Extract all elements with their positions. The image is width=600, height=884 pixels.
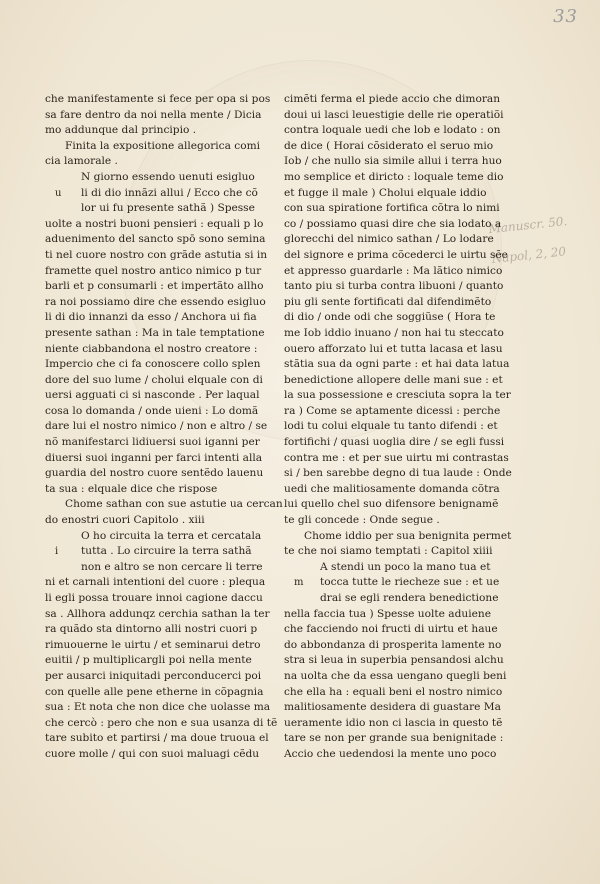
text-line <box>45 154 280 170</box>
line-text: niente ciabbandona el nostro creatore : <box>45 342 258 355</box>
text-line <box>284 700 532 716</box>
text-line <box>284 373 532 389</box>
text-line <box>45 513 280 529</box>
line-text: cosa lo domanda / onde uieni : Lo domã <box>45 404 259 417</box>
text-line <box>45 575 280 591</box>
text-line <box>284 186 532 202</box>
line-text: diuersi suoi inganni per farci intenti alla <box>45 451 263 464</box>
text-line <box>45 388 280 404</box>
text-line <box>284 513 532 529</box>
text-line <box>284 575 532 591</box>
text-line <box>284 123 532 139</box>
text-line <box>45 622 280 638</box>
text-line <box>284 638 532 654</box>
text-line <box>284 232 532 248</box>
text-line <box>45 685 280 701</box>
text-line <box>284 139 532 155</box>
line-text: tanto piu si turba contra libuoni / quanto <box>284 280 504 293</box>
text-line <box>45 170 280 186</box>
text-line <box>45 591 280 607</box>
line-text: tare se non per grande sua benignitade : <box>284 732 504 745</box>
line-text: che manifestamente si fece per opa si pos <box>45 93 271 105</box>
line-text: ouero afforzato lui et tutta lacasa et lasu <box>284 342 503 355</box>
text-line <box>45 326 280 342</box>
guide-letter: m <box>294 577 304 589</box>
line-text: co / possiamo quasi dire che sia lodato a <box>284 217 502 230</box>
text-line <box>45 731 280 747</box>
text-line <box>284 154 532 170</box>
text-line <box>284 747 532 763</box>
line-text: te che noi siamo temptati : Capitol xiiii <box>284 545 493 558</box>
line-text: nõ manifestarci lidiuersi suoi iganni per <box>45 436 260 449</box>
text-line <box>45 529 280 545</box>
text-line <box>284 248 532 264</box>
text-line <box>284 201 532 217</box>
text-line <box>45 419 280 435</box>
guide-letter: u <box>55 187 62 199</box>
text-line <box>45 607 280 623</box>
line-text: stãtia sua da ogni parte : et hai data latua <box>284 358 510 371</box>
line-text: Finita la expositione allegorica comi <box>65 139 261 152</box>
line-text: con sua spiratione fortifica cõtra lo nimi <box>284 202 500 215</box>
line-text: li di dio innãzi allui / Ecco che cõ <box>81 186 258 199</box>
text-line <box>284 388 532 404</box>
margin-annotation-line: Manuscr. 50. <box>487 213 568 237</box>
line-text: N giorno essendo uenuti esigluo <box>81 170 255 183</box>
text-line <box>284 466 532 482</box>
line-text: con quelle alle pene etherne in cõpagnia <box>45 685 264 698</box>
text-line <box>45 108 280 124</box>
text-line <box>45 264 280 280</box>
line-text: A stendi un poco la mano tua et <box>320 560 491 573</box>
text-line <box>284 669 532 685</box>
line-text: sa fare dentro da noi nella mente / Dicia <box>45 108 262 121</box>
line-text: ti nel cuore nostro con grãde astutia si in <box>45 248 268 261</box>
line-text: Iob / che nullo sia simile allui i terra huo <box>284 155 502 168</box>
text-line <box>45 669 280 685</box>
text-line <box>284 342 532 358</box>
text-line <box>45 466 280 482</box>
text-line <box>284 529 532 545</box>
line-text: ra noi possiamo dire che essendo esigluo <box>45 295 266 308</box>
line-text: tare subito et partirsi / ma doue truoua el <box>45 732 269 745</box>
text-line <box>45 497 283 513</box>
text-line <box>45 716 280 732</box>
text-line <box>284 310 532 326</box>
text-line <box>45 295 280 311</box>
text-line <box>45 451 280 467</box>
text-line <box>284 685 532 701</box>
left-text-column <box>45 92 283 763</box>
line-text: ta sua : elquale dice che rispose <box>45 482 218 495</box>
line-text: O ho circuita la terra et cercatala <box>81 529 262 542</box>
text-line <box>45 139 280 155</box>
line-text: ueramente idio non ci lascia in questo tẽ <box>284 716 503 729</box>
line-text: che cercò : pero che non e sua usanza di tẽ <box>45 716 278 729</box>
right-text-column <box>284 92 532 763</box>
line-text: ni et carnali intentioni del cuore : plequa <box>45 576 266 589</box>
line-text: sua : Et nota che non dice che uolasse ma <box>45 701 271 714</box>
line-text: uolte a nostri buoni pensieri : equali p lo <box>45 217 264 230</box>
line-text: cimẽti ferma el piede accio che dimoran <box>284 93 501 105</box>
text-line <box>45 560 280 576</box>
line-text: uedi che malitiosamente domanda cõtra <box>284 482 500 495</box>
line-text: cia lamorale . <box>45 155 118 168</box>
line-text: guardia del nostro cuore sentẽdo lauenu <box>45 467 264 480</box>
text-line <box>284 731 532 747</box>
line-text: lor ui fu presente sathã ) Spesse <box>81 202 255 215</box>
line-text: che ella ha : equali beni el nostro nimico <box>284 685 503 698</box>
line-text: si / ben sarebbe degno di tua laude : Onde <box>284 467 512 480</box>
text-line <box>45 342 280 358</box>
guide-letter: i <box>55 546 59 558</box>
text-line <box>284 497 532 513</box>
text-line <box>45 700 280 716</box>
line-text: rimuouerne le uirtu / et seminarui detro <box>45 638 261 651</box>
text-line <box>45 373 280 389</box>
text-line <box>45 544 280 560</box>
line-text: Chome iddio per sua benignita permet <box>304 529 512 542</box>
line-text: me Iob iddio inuano / non hai tu steccato <box>284 326 504 339</box>
text-line <box>284 591 532 607</box>
line-text: fortifichi / quasi uoglia dire / se egli fussi <box>284 436 505 449</box>
text-line <box>45 357 280 373</box>
line-text: Accio che uedendosi la mente uno poco <box>284 747 497 760</box>
text-line <box>45 638 280 654</box>
line-text: mo semplice et diricto : loquale teme dio <box>284 170 504 183</box>
text-line <box>284 607 532 623</box>
line-text: Chome sathan con sue astutie ua cercan <box>65 498 283 511</box>
line-text: nella faccia tua ) Spesse uolte aduiene <box>284 607 491 620</box>
line-text: euitii / p multiplicargli poi nella mente <box>45 654 252 667</box>
line-text: tutta . Lo circuire la terra sathã <box>81 545 252 558</box>
folio-number: 33 <box>553 6 578 27</box>
line-text: tocca tutte le riecheze sue : et ue <box>320 576 500 589</box>
text-line <box>284 170 532 186</box>
line-text: contra me : et per sue uirtu mi contrastas <box>284 451 509 464</box>
line-text: dare lui el nostro nimico / non e altro / se <box>45 420 268 433</box>
text-line <box>45 404 280 420</box>
text-line <box>284 544 532 560</box>
line-text: glorecchi del nimico sathan / Lo lodare <box>284 233 494 246</box>
line-text: li di dio innanzi da esso / Anchora ui fia <box>45 311 257 324</box>
line-text: et fugge il male ) Cholui elquale iddio <box>284 186 487 199</box>
line-text: del signore e prima cõcederci le uirtu sẽe <box>284 248 508 261</box>
line-text: malitiosamente desidera di guastare Ma <box>284 701 501 714</box>
line-text: do enostri cuori Capitolo . xiii <box>45 514 205 527</box>
line-text: contra loquale uedi che lob e lodato : on <box>284 124 501 137</box>
line-text: presente sathan : Ma in tale temptatione <box>45 326 265 339</box>
line-text: te gli concede : Onde segue . <box>284 514 440 527</box>
text-line <box>45 232 280 248</box>
text-line <box>284 482 532 498</box>
line-text: che facciendo noi fructi di uirtu et haue <box>284 623 498 636</box>
line-text: do abbondanza di prosperita lamente no <box>284 638 502 651</box>
text-line <box>284 295 532 311</box>
line-text: framette quel nostro antico nimico p tur <box>45 264 262 277</box>
line-text: lodi tu colui elquale tu tanto difendi : et <box>284 420 498 433</box>
text-line <box>45 248 280 264</box>
line-text: sa . Allhora addunqz cerchia sathan la ter <box>45 607 270 620</box>
text-line <box>284 404 532 420</box>
line-text: di dio / onde odi che soggiũse ( Hora te <box>284 311 496 324</box>
line-text: cuore molle / qui con suoi maluagi cẽdu <box>45 747 260 760</box>
line-text: drai se egli rendera benedictione <box>320 592 499 604</box>
text-line <box>45 279 280 295</box>
line-text: non e altro se non cercare li terre <box>81 560 263 573</box>
text-line <box>45 92 280 108</box>
text-line <box>45 435 280 451</box>
line-text: aduenimento del sancto spō sono semina <box>45 233 266 246</box>
line-text: stra si leua in superbia pensandosi alchu <box>284 654 504 667</box>
text-line <box>45 653 280 669</box>
line-text: per ausarci iniquitadi perconducerci poi <box>45 669 262 682</box>
line-text: benedictione allopere delle mani sue : et <box>284 373 503 386</box>
margin-annotation-line: Napol, 2, 20 <box>491 244 567 267</box>
line-text: lui quello chel suo difensore benignamẽ <box>284 498 499 511</box>
line-text: barli et p consumarli : et impertãto allho <box>45 280 264 293</box>
text-line <box>284 560 532 576</box>
text-line <box>284 108 532 124</box>
text-line <box>284 326 532 342</box>
text-line <box>284 451 532 467</box>
text-line <box>284 279 532 295</box>
line-text: Impercio che ci fa conoscere collo splen <box>45 358 261 371</box>
line-text: dore del suo lume / cholui elquale con di <box>45 373 263 386</box>
text-line <box>284 357 532 373</box>
text-line <box>45 747 280 763</box>
line-text: mo addunque dal principio . <box>45 124 197 137</box>
text-line <box>45 123 280 139</box>
text-line <box>284 653 532 669</box>
text-line <box>284 419 532 435</box>
text-line <box>284 217 532 233</box>
text-line <box>45 482 280 498</box>
text-line <box>284 716 532 732</box>
line-text: li egli possa trouare innoi cagione daccu <box>45 592 263 604</box>
line-text: uersi agguati ci si nasconde . Per laqual <box>45 389 260 402</box>
line-text: ra quãdo sta dintorno alli nostri cuori p <box>45 623 258 636</box>
text-line <box>45 310 280 326</box>
line-text: la sua possessione e cresciuta sopra la ter <box>284 389 511 402</box>
text-line <box>45 217 280 233</box>
text-line <box>284 264 532 280</box>
text-line <box>284 435 532 451</box>
text-line <box>284 92 532 108</box>
text-line <box>45 201 280 217</box>
line-text: ra ) Come se aptamente dicessi : perche <box>284 404 501 417</box>
line-text: doui ui lasci leuestigie delle rie operatiõi <box>284 108 504 121</box>
line-text: na uolta che da essa uengano quegli beni <box>284 669 507 682</box>
line-text: et appresso guardarle : Ma lãtico nimico <box>284 264 503 277</box>
text-line <box>45 186 280 202</box>
line-text: piu gli sente fortificati dal difendimẽto <box>284 295 492 308</box>
text-line <box>284 622 532 638</box>
line-text: de dice ( Horai cõsiderato el seruo mio <box>284 139 494 152</box>
